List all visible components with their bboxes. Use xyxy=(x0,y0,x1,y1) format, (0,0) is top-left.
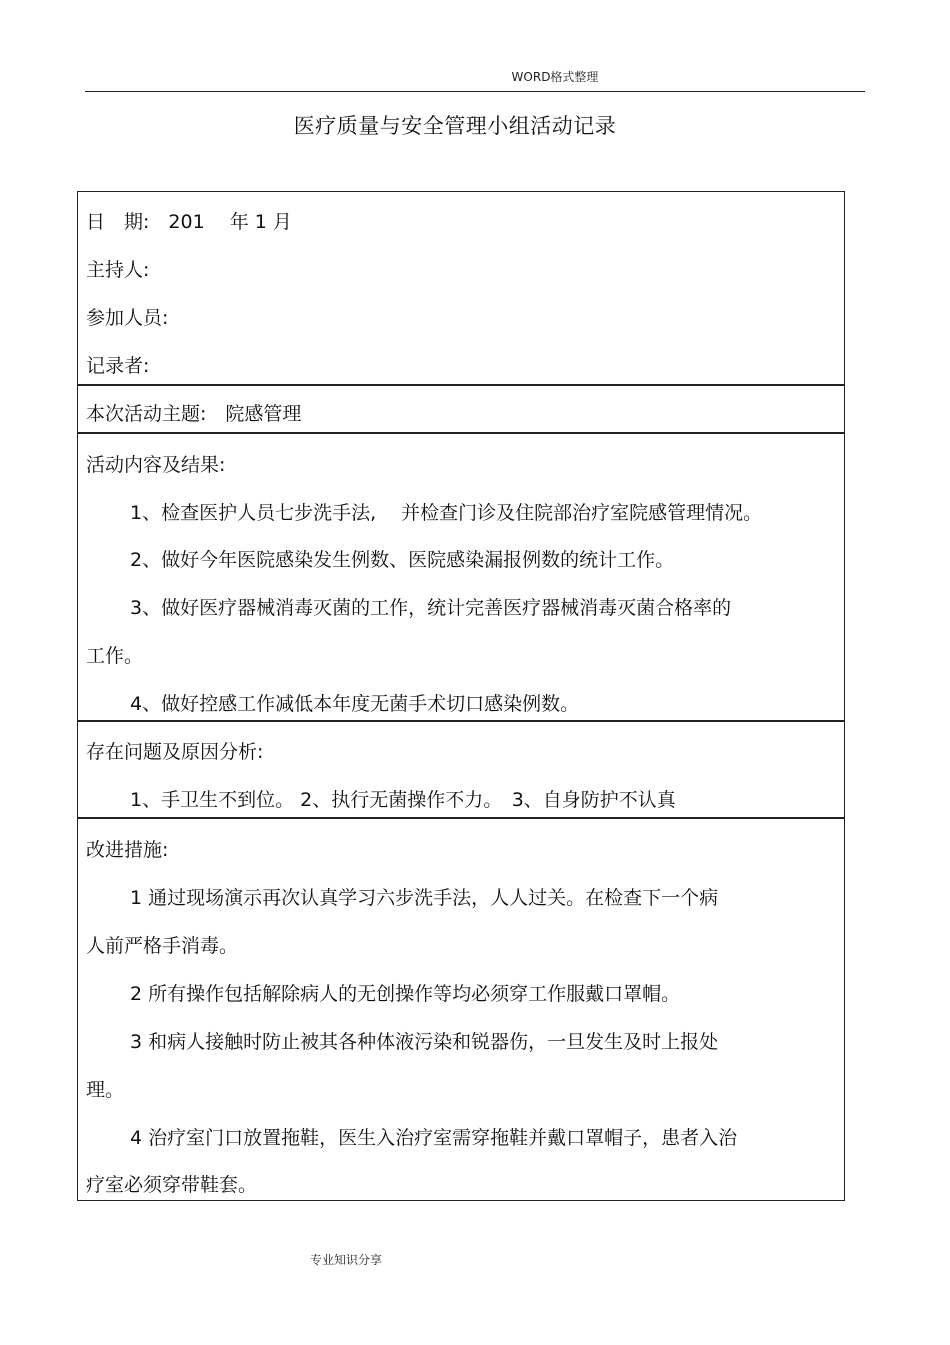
measures-item: 3 和病人接触时防止被其各种体液污染和锐器伤，一旦发生及时上报处 xyxy=(130,1031,719,1053)
activity-item-continuation: 工作。 xyxy=(86,645,144,667)
activity-item: 1、检查医护人员七步洗手法, 并检查门诊及住院部治疗室院感管理情况。 xyxy=(130,502,763,524)
problems-item: 1、手卫生不到位。 2、执行无菌操作不力。 3、自身防护不认真 xyxy=(130,789,676,811)
measures-item-continuation: 人前严格手消毒。 xyxy=(86,935,239,957)
measures-item: 4 治疗室门口放置拖鞋，医生入治疗室需穿拖鞋并戴口罩帽子，患者入治 xyxy=(130,1127,738,1149)
activity-topic: 本次活动主题: 院感管理 xyxy=(86,403,302,425)
problems-heading: 存在问题及原因分析: xyxy=(86,741,264,763)
record-table xyxy=(77,191,845,1201)
meta-section xyxy=(78,192,844,384)
measures-item: 1 通过现场演示再次认真学习六步洗手法，人人过关。在检查下一个病 xyxy=(130,887,719,909)
document-title: 医疗质量与安全管理小组活动记录 xyxy=(293,114,617,138)
page-header-text: WORD格式整理 xyxy=(511,70,599,84)
activity-item: 2、做好今年医院感染发生例数、医院感染漏报例数的统计工作。 xyxy=(130,549,675,571)
recorder-field: 记录者: xyxy=(86,355,150,377)
measures-item-continuation: 疗室必须穿带鞋套。 xyxy=(86,1174,258,1196)
activity-item: 4、做好控感工作减低本年度无菌手术切口感染例数。 xyxy=(130,693,580,715)
page-footer-text: 专业知识分享 xyxy=(310,1253,383,1267)
measures-item-continuation: 理。 xyxy=(86,1079,125,1101)
date-field: 日 期: 201 年 1 月 xyxy=(86,211,292,233)
measures-section xyxy=(78,819,844,1200)
participants-field: 参加人员: xyxy=(86,307,169,329)
measures-heading: 改进措施: xyxy=(86,839,169,861)
topic-section xyxy=(78,386,844,432)
activity-item: 3、做好医疗器械消毒灭菌的工作，统计完善医疗器械消毒灭菌合格率的 xyxy=(130,597,732,619)
host-field: 主持人: xyxy=(86,259,150,281)
activity-section xyxy=(78,434,844,720)
problems-section xyxy=(78,722,844,816)
header-rule xyxy=(85,91,865,92)
measures-item: 2 所有操作包括解除病人的无创操作等均必须穿工作服戴口罩帽。 xyxy=(130,983,681,1005)
activity-heading: 活动内容及结果: xyxy=(86,454,226,476)
